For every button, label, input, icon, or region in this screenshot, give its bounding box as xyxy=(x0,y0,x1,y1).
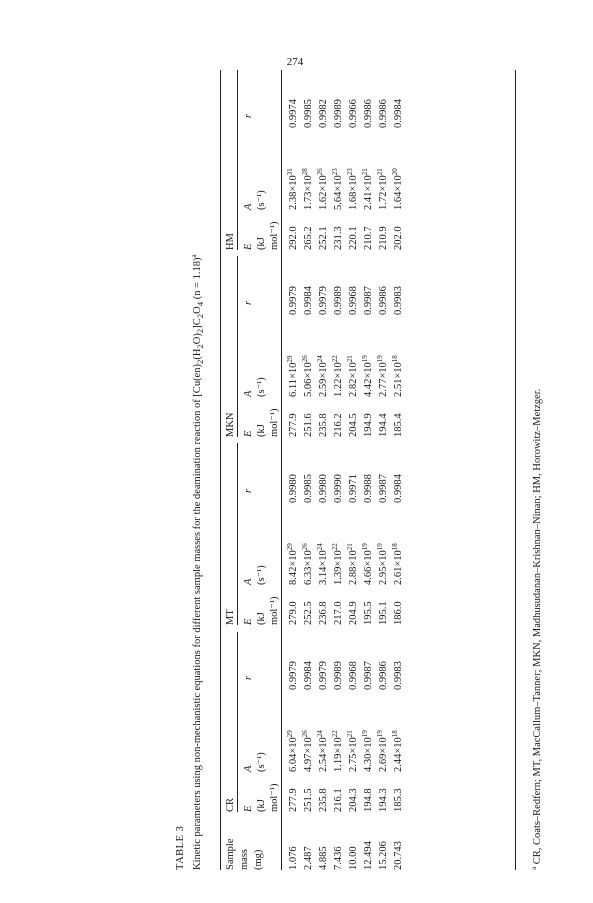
cell-cr-E: 204.3 xyxy=(348,788,359,812)
header-A-cr-line0: A xyxy=(243,765,254,772)
cell-cr-r: 0.9968 xyxy=(348,661,359,690)
cell-mkn-A xyxy=(303,355,315,397)
cell-hm-A-mantissa: 1.68×10 xyxy=(348,175,359,210)
header-E-mt-line2: mol⁻¹) xyxy=(269,596,280,625)
cell-cr-A-mantissa: 2.54×10 xyxy=(318,737,329,772)
table-footnote: $^a$ CR, Coats–Redfern; MT, MacCallum–Tanner; MKN, Madhusudanan–Krishnan–Ninan; HM, Horowitz–Metzger. xyxy=(530,388,543,870)
cell-mt-A xyxy=(348,543,360,585)
cell-mkn-A xyxy=(318,355,330,397)
cell-mt-A-mantissa: 2.88×10 xyxy=(348,550,359,585)
cell-mt-A-mantissa: 4.66×10 xyxy=(363,550,374,585)
cell-mkn-A-mantissa: 4.42×10 xyxy=(363,362,374,397)
cell-mt-A xyxy=(333,543,345,585)
cell-mt-A-exponent: 21 xyxy=(346,543,354,551)
cell-cr-r: 0.9984 xyxy=(303,661,314,690)
cell-mass: 15.206 xyxy=(378,841,389,870)
cell-hm-E: 210.7 xyxy=(363,226,374,250)
header-E-mt-line1: (kJ xyxy=(256,612,267,625)
header-E-mkn-line1: (kJ xyxy=(256,424,267,437)
cell-mt-r: 0.9988 xyxy=(363,474,374,503)
cell-mkn-A-mantissa: 6.11×10 xyxy=(288,362,299,397)
cell-hm-A-exponent: 23 xyxy=(331,168,339,176)
cell-mt-r: 0.9971 xyxy=(348,474,359,503)
cell-mt-A-mantissa: 2.95×10 xyxy=(378,550,389,585)
cell-cr-A-mantissa: 1.19×10 xyxy=(333,737,344,772)
cell-hm-A xyxy=(363,168,375,210)
cell-mkn-A-exponent: 19 xyxy=(376,355,384,363)
cell-cr-A-exponent: 18 xyxy=(391,730,399,738)
cell-cr-E: 194.3 xyxy=(378,788,389,812)
cell-hm-A-mantissa: 2.38×10 xyxy=(288,175,299,210)
cell-mass: 20.743 xyxy=(393,841,404,870)
cell-mt-A xyxy=(288,543,300,585)
header-A-hm-line0: A xyxy=(243,203,254,210)
group-cr: CR xyxy=(225,797,236,812)
cell-mkn-A xyxy=(363,355,375,397)
header-E-hm-line0: E xyxy=(243,243,254,250)
cell-cr-A xyxy=(393,730,405,772)
cell-mt-A-exponent: 19 xyxy=(376,543,384,551)
group-rule-hm xyxy=(237,70,238,250)
cell-cr-A xyxy=(378,730,390,772)
cell-mt-E: 195.1 xyxy=(378,601,389,625)
cell-cr-E: 277.9 xyxy=(288,788,299,812)
cell-hm-A-exponent: 21 xyxy=(376,168,384,176)
cell-mkn-r: 0.9984 xyxy=(303,286,314,315)
header-A-hm-line1: (s⁻¹) xyxy=(256,190,267,210)
rotated-table-block xyxy=(175,70,560,870)
cell-mass: 7.436 xyxy=(333,846,344,870)
header-E-cr-line1: (kJ xyxy=(256,799,267,812)
cell-cr-E: 235.8 xyxy=(318,788,329,812)
cell-cr-A xyxy=(333,730,345,772)
cell-mkn-E: 251.6 xyxy=(303,413,314,437)
cell-hm-r: 0.9986 xyxy=(378,99,389,128)
cell-mass: 1.076 xyxy=(288,846,299,870)
cell-mt-A-exponent: 19 xyxy=(361,543,369,551)
cell-mt-r: 0.9985 xyxy=(303,474,314,503)
cell-hm-A-mantissa: 1.73×10 xyxy=(303,175,314,210)
cell-cr-r: 0.9979 xyxy=(318,661,329,690)
cell-hm-E: 252.1 xyxy=(318,226,329,250)
group-rule-mt xyxy=(237,443,238,625)
cell-cr-A xyxy=(318,730,330,772)
cell-mt-A xyxy=(303,543,315,585)
cell-cr-E: 216.1 xyxy=(333,788,344,812)
cell-mt-A-exponent: 26 xyxy=(301,543,309,551)
cell-cr-r: 0.9987 xyxy=(363,661,374,690)
cell-cr-A-exponent: 29 xyxy=(286,730,294,738)
cell-mkn-A-mantissa: 2.59×10 xyxy=(318,362,329,397)
page-number: 274 xyxy=(286,56,304,68)
cell-mkn-A-exponent: 19 xyxy=(361,355,369,363)
cell-mt-r: 0.9980 xyxy=(318,474,329,503)
cell-cr-A-exponent: 21 xyxy=(346,730,354,738)
cell-mass: 12.494 xyxy=(363,841,374,870)
cell-cr-A-mantissa: 4.30×10 xyxy=(363,737,374,772)
table-label: TABLE 3 xyxy=(175,825,186,870)
cell-mt-E: 195.5 xyxy=(363,601,374,625)
table-bottom-rule xyxy=(515,70,516,870)
cell-cr-A xyxy=(348,730,360,772)
cell-cr-E: 194.8 xyxy=(363,788,374,812)
cell-hm-r: 0.9984 xyxy=(393,99,404,128)
cell-mkn-A xyxy=(348,355,360,397)
cell-mkn-r: 0.9968 xyxy=(348,286,359,315)
cell-cr-E: 185.3 xyxy=(393,788,404,812)
header-E-cr-line2: mol⁻¹) xyxy=(269,783,280,812)
cell-mkn-E: 235.8 xyxy=(318,413,329,437)
cell-cr-A-exponent: 19 xyxy=(361,730,369,738)
cell-cr-r: 0.9989 xyxy=(333,661,344,690)
cell-hm-A-exponent: 31 xyxy=(286,168,294,176)
cell-mkn-A-exponent: 18 xyxy=(391,355,399,363)
cell-mkn-E: 194.4 xyxy=(378,413,389,437)
cell-cr-A-exponent: 26 xyxy=(301,730,309,738)
cell-hm-A-exponent: 26 xyxy=(316,168,324,176)
cell-mkn-A xyxy=(378,355,390,397)
header-mg: (mg) xyxy=(253,849,264,870)
cell-cr-A xyxy=(288,730,300,772)
cell-mkn-A-exponent: 29 xyxy=(286,355,294,363)
cell-mkn-E: 277.9 xyxy=(288,413,299,437)
cell-mkn-E: 194.9 xyxy=(363,413,374,437)
cell-cr-A xyxy=(363,730,375,772)
cell-mt-E: 186.0 xyxy=(393,601,404,625)
cell-hm-E: 202.0 xyxy=(393,226,404,250)
cell-mkn-r: 0.9983 xyxy=(393,286,404,315)
cell-hm-A-exponent: 23 xyxy=(346,168,354,176)
cell-hm-r: 0.9982 xyxy=(318,99,329,128)
cell-hm-A xyxy=(348,168,360,210)
cell-mt-A-mantissa: 1.39×10 xyxy=(333,550,344,585)
header-bottom-rule xyxy=(281,70,282,870)
cell-cr-A-mantissa: 6.04×10 xyxy=(288,737,299,772)
cell-cr-A xyxy=(303,730,315,772)
cell-cr-A-exponent: 24 xyxy=(316,730,324,738)
cell-mkn-A-exponent: 26 xyxy=(301,355,309,363)
group-rule-cr xyxy=(237,632,238,812)
header-A-cr-line1: (s⁻¹) xyxy=(256,752,267,772)
cell-mkn-A xyxy=(288,356,300,397)
cell-mkn-A-mantissa: 2.51×10 xyxy=(393,362,404,397)
cell-cr-r: 0.9979 xyxy=(288,661,299,690)
cell-mt-A-mantissa: 2.61×10 xyxy=(393,550,404,585)
header-E-mkn-line2: mol⁻¹) xyxy=(269,408,280,437)
cell-hm-A-mantissa: 5.64×10 xyxy=(333,175,344,210)
header-E-hm-line2: mol⁻¹) xyxy=(269,221,280,250)
table-top-rule xyxy=(220,70,221,870)
cell-hm-E: 265.2 xyxy=(303,226,314,250)
cell-mt-A-exponent: 29 xyxy=(286,543,294,551)
cell-mt-E: 236.8 xyxy=(318,601,329,625)
cell-hm-A-exponent: 21 xyxy=(361,168,369,176)
cell-cr-A-exponent: 19 xyxy=(376,730,384,738)
cell-mt-A-exponent: 22 xyxy=(331,543,339,551)
cell-mt-r: 0.9984 xyxy=(393,474,404,503)
cell-hm-A xyxy=(393,168,405,210)
cell-mt-E: 279.0 xyxy=(288,601,299,625)
cell-mt-E: 204.9 xyxy=(348,601,359,625)
group-mt: MT xyxy=(225,609,236,625)
cell-mt-E: 217.0 xyxy=(333,601,344,625)
cell-mkn-E: 185.4 xyxy=(393,413,404,437)
cell-cr-A-mantissa: 2.69×10 xyxy=(378,737,389,772)
cell-mt-A-mantissa: 6.33×10 xyxy=(303,550,314,585)
cell-mkn-A-mantissa: 5.06×10 xyxy=(303,362,314,397)
cell-hm-E: 220.1 xyxy=(348,226,359,250)
cell-cr-A-mantissa: 2.75×10 xyxy=(348,737,359,772)
header-E-cr-line0: E xyxy=(243,805,254,812)
cell-hm-A xyxy=(333,168,345,210)
header-E-hm-line1: (kJ xyxy=(256,237,267,250)
cell-hm-A-exponent: 28 xyxy=(301,168,309,176)
cell-hm-A-mantissa: 1.72×10 xyxy=(378,175,389,210)
group-rule-mkn xyxy=(237,256,238,437)
cell-mkn-E: 204.5 xyxy=(348,413,359,437)
cell-hm-A-exponent: 20 xyxy=(391,168,399,176)
cell-hm-r: 0.9974 xyxy=(288,99,299,128)
cell-mkn-E: 216.2 xyxy=(333,413,344,437)
cell-hm-r: 0.9966 xyxy=(348,99,359,128)
cell-hm-A-mantissa: 1.64×10 xyxy=(393,175,404,210)
cell-mt-A xyxy=(318,543,330,585)
cell-cr-r: 0.9983 xyxy=(393,661,404,690)
cell-mkn-r: 0.9986 xyxy=(378,286,389,315)
group-mkn: MKN xyxy=(225,412,236,437)
cell-mt-A-mantissa: 3.14×10 xyxy=(318,550,329,585)
cell-mkn-r: 0.9979 xyxy=(288,286,299,315)
group-hm: HM xyxy=(225,233,236,250)
cell-mkn-r: 0.9989 xyxy=(333,286,344,315)
cell-mt-A xyxy=(378,543,390,585)
cell-hm-A-mantissa: 2.41×10 xyxy=(363,175,374,210)
cell-cr-A-mantissa: 4.97×10 xyxy=(303,737,314,772)
cell-cr-A-exponent: 22 xyxy=(331,730,339,738)
cell-hm-A xyxy=(303,168,315,210)
cell-mkn-A-mantissa: 2.82×10 xyxy=(348,362,359,397)
cell-mkn-A xyxy=(333,355,345,397)
cell-mt-A-exponent: 18 xyxy=(391,543,399,551)
cell-mkn-A-exponent: 24 xyxy=(316,355,324,363)
header-mass: mass xyxy=(239,849,250,870)
cell-hm-A xyxy=(378,168,390,210)
cell-mt-A xyxy=(363,543,375,585)
header-r-hm: r xyxy=(243,113,254,118)
cell-mt-r: 0.9990 xyxy=(333,474,344,503)
header-E-mt-line0: E xyxy=(243,618,254,625)
header-r-mkn: r xyxy=(243,300,254,305)
cell-mt-A-exponent: 24 xyxy=(316,543,324,551)
cell-mass: 4.885 xyxy=(318,846,329,870)
header-r-cr: r xyxy=(243,675,254,680)
cell-hm-A xyxy=(288,168,300,210)
cell-cr-A-mantissa: 2.44×10 xyxy=(393,737,404,772)
cell-cr-r: 0.9986 xyxy=(378,661,389,690)
cell-mass: 10.00 xyxy=(348,846,359,870)
header-A-mt-line1: (s⁻¹) xyxy=(256,565,267,585)
table-caption: Kinetic parameters using non-mechanistic equations for different sample masses for the deamination reaction of $[Cu(en)_2(H_2O)_2]C_2O_4$ (n = 1.18)$^a$ xyxy=(190,254,206,870)
header-A-mkn-line0: A xyxy=(243,390,254,397)
cell-hm-r: 0.9986 xyxy=(363,99,374,128)
header-r-mt: r xyxy=(243,488,254,493)
cell-mt-r: 0.9980 xyxy=(288,474,299,503)
cell-mt-A-mantissa: 8.42×10 xyxy=(288,550,299,585)
cell-hm-r: 0.9985 xyxy=(303,99,314,128)
cell-mkn-A-exponent: 22 xyxy=(331,355,339,363)
cell-hm-A xyxy=(318,168,330,210)
header-A-mkn-line1: (s⁻¹) xyxy=(256,377,267,397)
cell-cr-E: 251.5 xyxy=(303,788,314,812)
cell-mt-r: 0.9987 xyxy=(378,474,389,503)
cell-mkn-A-mantissa: 1.22×10 xyxy=(333,362,344,397)
cell-hm-E: 231.3 xyxy=(333,226,344,250)
cell-hm-A-mantissa: 1.62×10 xyxy=(318,175,329,210)
cell-mkn-r: 0.9979 xyxy=(318,286,329,315)
cell-mkn-A xyxy=(393,355,405,397)
cell-hm-E: 210.9 xyxy=(378,226,389,250)
cell-mkn-r: 0.9987 xyxy=(363,286,374,315)
header-sample: Sample xyxy=(225,838,236,870)
cell-mt-E: 252.5 xyxy=(303,601,314,625)
cell-mass: 2.487 xyxy=(303,846,314,870)
header-A-mt-line0: A xyxy=(243,578,254,585)
cell-mt-A xyxy=(393,543,405,585)
cell-hm-r: 0.9989 xyxy=(333,99,344,128)
cell-mkn-A-mantissa: 2.77×10 xyxy=(378,362,389,397)
cell-hm-E: 292.0 xyxy=(288,226,299,250)
header-E-mkn-line0: E xyxy=(243,430,254,437)
cell-mkn-A-exponent: 21 xyxy=(346,355,354,363)
